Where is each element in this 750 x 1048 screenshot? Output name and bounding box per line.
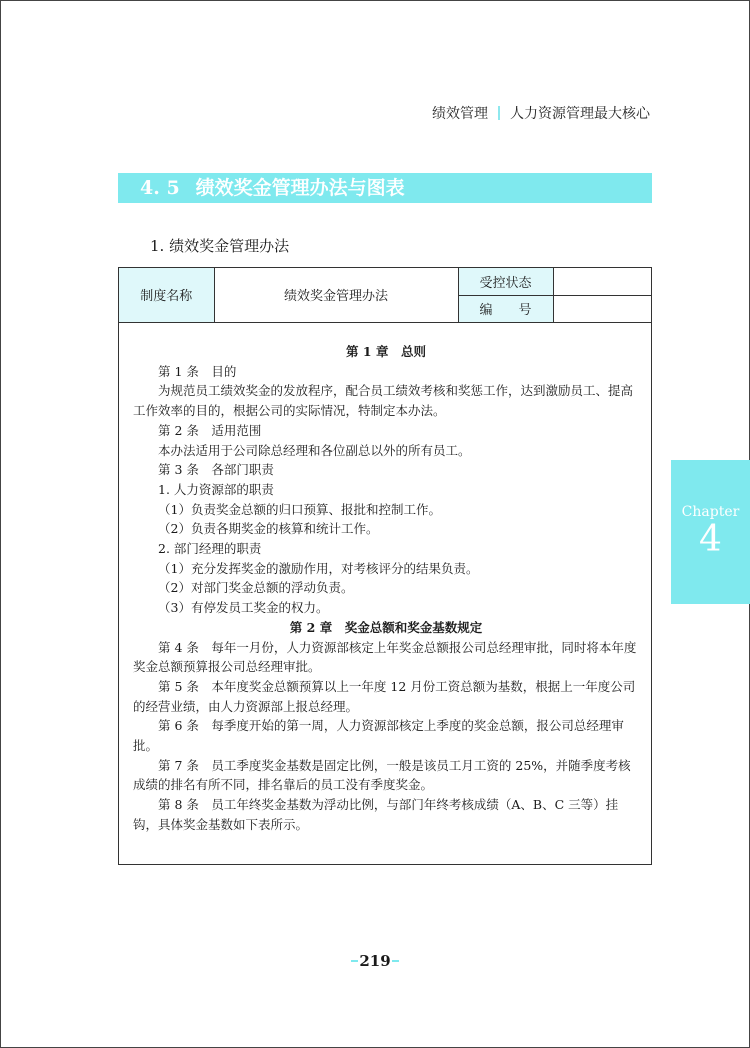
list-item: （1）充分发挥奖金的激励作用，对考核评分的结果负责。: [158, 560, 479, 576]
label-control-status: 受控状态: [458, 268, 553, 295]
chapter-heading: 第 2 章 奖金总额和奖金基数规定: [289, 619, 483, 635]
paragraph: 为规范员工绩效奖金的发放程序，配合员工绩效考核和奖惩工作，达到激励员工、提高工作效率的目的，根据公司的实际情况，特制定本办法。: [133, 383, 634, 419]
chapter-tab-number: 4: [699, 519, 722, 560]
article: 第 6 条 每季度开始的第一周，人力资源部核定上季度的奖金总额，报公司总经理审批。: [133, 718, 624, 754]
article-title: 第 1 条 目的: [158, 363, 237, 379]
article: 第 7 条 员工季度奖金基数是固定比例，一般是该员工月工资的 25%，并随季度考核成绩的排名有所不同，排名靠后的员工没有季度奖金。: [133, 757, 631, 793]
chapter-tab-label: Chapter: [681, 504, 740, 520]
label-doc-number: 编 号: [458, 295, 553, 322]
paragraph: 本办法适用于公司除总经理和各位副总以外的所有员工。: [158, 442, 471, 458]
page-number: [0, 952, 750, 970]
value-policy-name: 绩效奖金管理办法: [214, 268, 458, 322]
page-number-dash: [392, 960, 399, 962]
article: 第 5 条 本年度奖金总额预算以上一年度 12 月份工资总额为基数，根据上一年度公司的经营业绩，由人力资源部上报总经理。: [133, 678, 636, 714]
section-title: 绩效奖金管理办法与图表: [195, 177, 405, 199]
running-header: [432, 103, 650, 123]
article-title: 第 3 条 各部门职责: [158, 462, 274, 478]
header-right: 人力资源管理最大核心: [510, 106, 650, 122]
header-left: 绩效管理: [432, 106, 488, 122]
header-separator: [498, 106, 500, 120]
chapter-heading: 第 1 章 总则: [346, 344, 426, 359]
page-number-dash: [351, 960, 358, 962]
subheading: 1. 绩效奖金管理办法: [150, 237, 290, 255]
section-heading-bar: [118, 173, 652, 203]
policy-meta-table: [119, 268, 651, 323]
list-heading: 2. 部门经理的职责: [158, 541, 262, 557]
article: 第 8 条 员工年终奖金基数为浮动比例，与部门年终考核成绩（A、B、C 三等）挂钩，具体奖金基数如下表所示。: [133, 797, 619, 832]
value-control-status: [553, 268, 651, 295]
policy-body: [133, 342, 639, 835]
section-number: 4. 5: [140, 177, 180, 199]
chapter-tab: [671, 460, 750, 604]
list-item: （1）负责奖金总额的归口预算、报批和控制工作。: [158, 501, 441, 517]
list-item: （3）有停发员工奖金的权力。: [158, 600, 329, 616]
page-number-value: 219: [359, 952, 391, 970]
article-title: 第 2 条 适用范围: [158, 422, 262, 438]
list-item: （2）负责各期奖金的核算和统计工作。: [158, 521, 379, 537]
label-policy-name: 制度名称: [119, 268, 214, 322]
policy-document-box: [118, 267, 652, 865]
list-item: （2）对部门奖金总额的浮动负责。: [158, 580, 354, 596]
value-doc-number: [553, 295, 651, 322]
article: 第 4 条 每年一月份，人力资源部核定上年奖金总额报公司总经理审批，同时将本年度奖金总额预算报公司总经理审批。: [133, 639, 637, 675]
list-heading: 1. 人力资源部的职责: [158, 481, 274, 497]
